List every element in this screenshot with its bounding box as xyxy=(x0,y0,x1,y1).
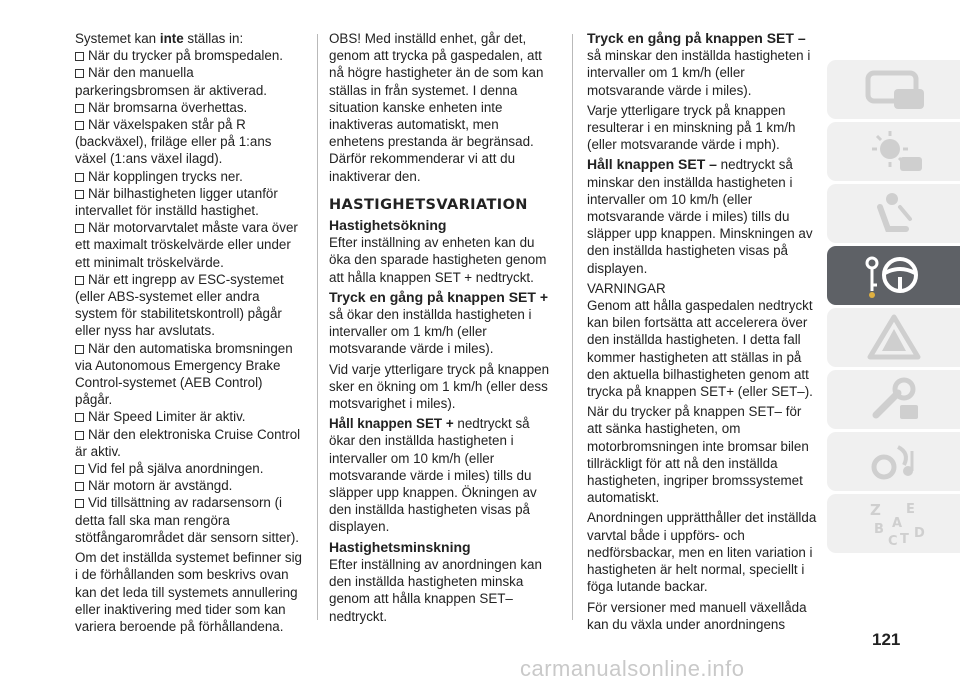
press-set-plus-text: så ökar den inställda hastigheten i intervaller om 1 km/h (eller motsvarande värde i miles). xyxy=(329,307,532,357)
list-item-text: När Speed Limiter är aktiv. xyxy=(88,409,246,425)
list-item-text: När motorn är avstängd. xyxy=(88,478,233,494)
tab-index[interactable] xyxy=(827,494,960,553)
section-title: HASTIGHETSVARIATION xyxy=(329,196,528,213)
list-item xyxy=(75,168,303,185)
press-set-plus-title: Tryck en gång på knappen SET + xyxy=(329,288,549,305)
list-item-text: När bromsarna överhettas. xyxy=(88,99,248,115)
index-letter: T xyxy=(899,531,909,547)
list-item xyxy=(75,340,303,409)
condition-list xyxy=(75,47,303,546)
wrench-service-icon xyxy=(854,375,934,425)
list-item xyxy=(75,219,303,271)
list-item-text: Vid tillsättning av radarsensorn (i detta fall ska man rengöra stötfångarområdet där sensorn sitter). xyxy=(75,495,300,545)
list-item-text: När bilhastigheten ligger utanför intervallet för inställd hastighet. xyxy=(75,185,278,219)
press-set-minus-paragraph xyxy=(587,30,819,99)
multimedia-icon xyxy=(854,437,934,487)
list-item-text: Vid fel på själva anordningen. xyxy=(88,461,264,477)
list-item xyxy=(75,99,303,116)
press-set-plus-extra: Vid varje ytterligare tryck på knappen sker en ökning om 1 km/h (eller dess motsvarighet i miles). xyxy=(329,361,550,412)
column-separator xyxy=(317,34,318,620)
tab-safety[interactable] xyxy=(827,184,960,243)
press-set-minus-extra: Varje ytterligare tryck på knappen resulterar i en minskning på 1 km/h (eller motsvarande värde i mph). xyxy=(587,102,796,153)
list-item xyxy=(75,408,303,425)
list-item-text: När ett ingrepp av ESC-systemet (eller ABS-systemet eller andra system för stabilitetskontroll) pågår eller nyss har avslutats. xyxy=(75,271,284,339)
checkbox-bullet-icon xyxy=(75,499,84,508)
closing-paragraph: Om det inställda systemet befinner sig i de förhållanden som beskrivs ovan kan det leda till systemets annullering eller inaktivering med tider som kan variera beroende på förhållandena. xyxy=(75,550,303,634)
list-item xyxy=(75,271,303,340)
list-item xyxy=(75,477,303,494)
list-item xyxy=(75,47,303,64)
checkbox-bullet-icon xyxy=(75,482,84,491)
decrease-text: Efter inställning av anordningen kan den inställda hastigheten minska genom att hålla knappen SET– nedtryckt. xyxy=(329,556,542,624)
tab-maintenance[interactable] xyxy=(827,370,960,429)
checkbox-bullet-icon xyxy=(75,431,84,440)
list-item xyxy=(75,460,303,477)
emphasis-text: inte xyxy=(159,31,184,46)
checkbox-bullet-icon xyxy=(75,52,84,61)
index-letter: Z xyxy=(869,500,881,519)
list-item xyxy=(75,426,303,460)
checkbox-bullet-icon xyxy=(75,69,84,78)
tab-multimedia[interactable] xyxy=(827,432,960,491)
list-item-text: När kopplingen trycks ner. xyxy=(88,168,243,184)
warning-paragraph: När du trycker på knappen SET– för att sänka hastigheten, om motorbromsningen inte bromsar bilen tillräckligt för att nå den inställda hastigheten, ingriper bromssystemet automatiskt. xyxy=(587,404,809,506)
hold-set-plus-text: nedtryckt så ökar den inställda hastigheten i intervaller om 10 km/h (eller motsvarande värde i miles) tills du släpper upp knappen. Ökningen av den inställda hastigheten visas på displayen. xyxy=(329,416,537,535)
hold-set-minus-title: Håll knappen SET – xyxy=(587,156,717,173)
list-item xyxy=(75,116,303,168)
subsection-title-decrease: Hastighetsminskning xyxy=(329,538,471,555)
warnings-title: VARNINGAR xyxy=(587,280,666,296)
chapter-sidebar xyxy=(827,60,960,556)
column-2 xyxy=(329,30,557,628)
column-3 xyxy=(587,30,819,636)
warning-paragraph: Anordningen upprätthåller det inställda varvtal både i uppförs- och nedförsbackar, men en liten variation i hastigheten är helt normal, speciellt i föga lutande backar. xyxy=(587,510,817,595)
list-item-text: När den automatiska bromsningen via Autonomous Emergency Brake Control-systemet (AEB Control) pågår. xyxy=(75,340,293,408)
checkbox-bullet-icon xyxy=(75,190,84,199)
checkbox-bullet-icon xyxy=(75,224,84,233)
press-set-minus-text: så minskar den inställda hastigheten i intervaller om 1 km/h (eller motsvarande värde i miles). xyxy=(587,48,811,98)
checkbox-bullet-icon xyxy=(75,276,84,285)
page-number: 121 xyxy=(872,630,901,649)
index-letter: C xyxy=(887,533,898,549)
tab-starting-driving[interactable] xyxy=(827,246,960,305)
checkbox-bullet-icon xyxy=(75,413,84,422)
tab-warning-lights[interactable] xyxy=(827,122,960,181)
index-letter: A xyxy=(891,515,902,531)
list-item xyxy=(75,494,303,546)
checkbox-bullet-icon xyxy=(75,465,84,474)
column-1 xyxy=(75,30,303,638)
checkbox-bullet-icon xyxy=(75,104,84,113)
list-item xyxy=(75,64,303,98)
list-item xyxy=(75,185,303,219)
steering-wheel-key-icon xyxy=(854,251,934,301)
tab-dashboard[interactable] xyxy=(827,60,960,119)
intro-text: Systemet kan inte ställas in: xyxy=(75,31,244,46)
list-item-text: När växelspaken står på R (backväxel), friläge eller på 1:ans växel (1:ans växel ilagd). xyxy=(75,117,272,167)
list-item-text: När du trycker på bromspedalen. xyxy=(88,48,284,64)
column-separator xyxy=(572,34,573,620)
index-letter: E xyxy=(905,501,915,517)
index-letter: D xyxy=(913,525,925,541)
list-item-text: När den manuella parkeringsbromsen är aktiverad. xyxy=(75,65,268,98)
hold-set-plus-title: Håll knappen SET + xyxy=(329,416,454,432)
increase-text: Efter inställning av enheten kan du öka den sparade hastigheten genom att hålla knappen SET + nedtryckt. xyxy=(329,235,547,285)
warning-paragraph: Genom att hålla gaspedalen nedtryckt kan bilen fortsätta att accelerera över den inställda hastigheten. I detta fall kommer hastigheten att ställas in på den aktuella bilhastigheten genom att trycka på knappen SET+ (eller SET–). xyxy=(587,298,813,400)
obs-note: OBS! Med inställd enhet, går det, genom att trycka på gaspedalen, att nå högre hastigheter än de som kan ställas in från systemet. I denna situation kanske enheten inte inaktiveras automatiskt, men enhetens prestanda är begränsad. Därför rekommenderar vi att du inaktiverar den. xyxy=(329,31,544,184)
watermark: carmanualsonline.info xyxy=(520,656,745,681)
hold-set-minus-text: nedtryckt så minskar den inställda hastigheten i intervaller om 10 km/h (eller motsvarande värde i miles) tills du släpper upp knappen. Minskningen av den inställda hastigheten visas på displayen. xyxy=(587,157,813,276)
car-dashboard-icon xyxy=(854,65,934,115)
tab-emergency[interactable] xyxy=(827,308,960,367)
safety-seat-icon xyxy=(854,189,934,239)
index-letter: B xyxy=(873,521,884,537)
checkbox-bullet-icon xyxy=(75,173,84,182)
press-set-minus-title: Tryck en gång på knappen SET – xyxy=(587,30,806,46)
hazard-triangle-icon xyxy=(854,313,934,363)
checkbox-bullet-icon xyxy=(75,345,84,354)
warning-paragraph: För versioner med manuell växellåda kan du växla under anordningens xyxy=(587,599,807,632)
subsection-title-increase: Hastighetsökning xyxy=(329,217,447,234)
hold-set-plus-paragraph xyxy=(329,415,557,535)
warning-lights-icon xyxy=(854,127,934,177)
hold-set-minus-paragraph xyxy=(587,156,819,276)
list-item-text: När den elektroniska Cruise Control är aktiv. xyxy=(75,426,301,459)
checkbox-bullet-icon xyxy=(75,121,84,130)
alphabetical-index-icon xyxy=(854,499,934,549)
list-item-text: När motorvarvtalet måste vara över ett maximalt tröskelvärde eller under ett minimalt tröskelvärde. xyxy=(75,220,298,270)
